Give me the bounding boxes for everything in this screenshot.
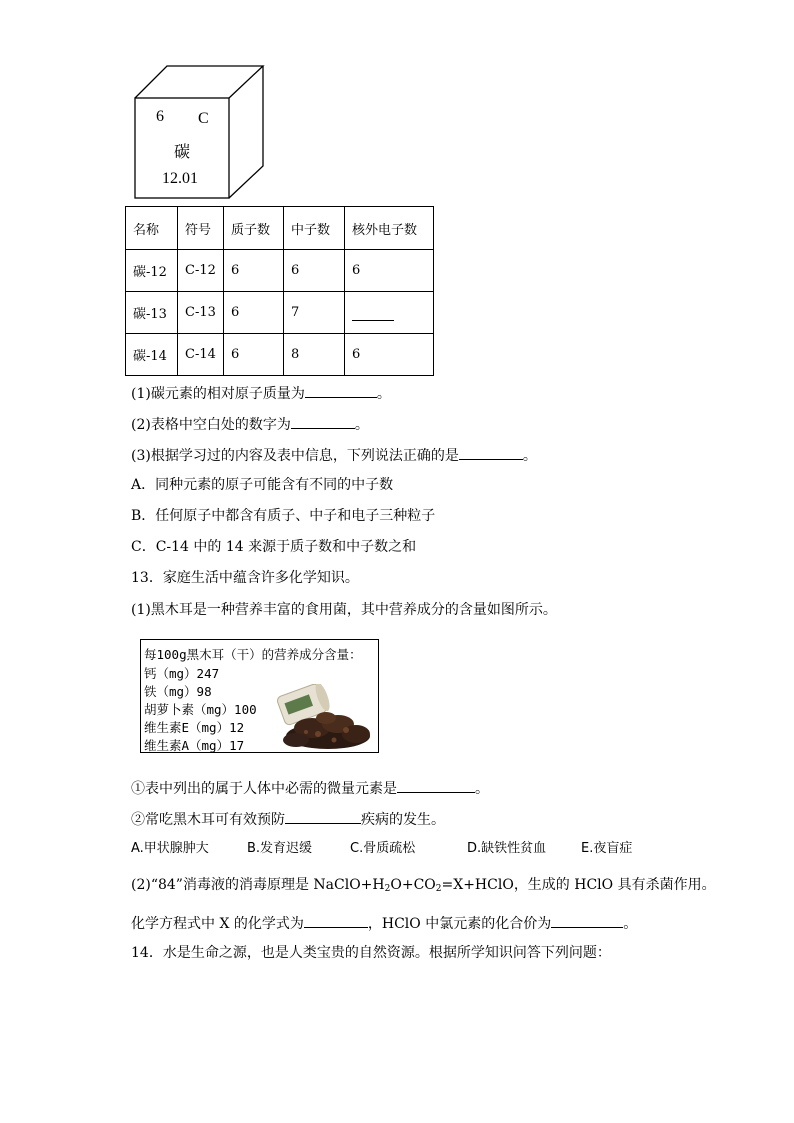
q13-part1: (1)黑木耳是一种营养丰富的食用菌，其中营养成分的含量如图所示。 [131,602,557,618]
q12-option-c: C．C-14 中的 14 来源于质子数和中子数之和 [131,539,417,555]
option-e: E.夜盲症 [581,841,633,856]
table-cell: 6 [224,250,284,292]
nutrition-figure [140,639,379,753]
answer-blank-cell[interactable] [345,292,434,334]
isotope-table [125,206,434,376]
nutrition-item: 铁（mg）98 [144,684,212,699]
answer-blank[interactable] [352,306,394,321]
option-d: D.缺铁性贫血 [467,841,547,856]
answer-blank[interactable] [397,778,475,793]
q12-part2: (2)表格中空白处的数字为 。 [131,414,369,434]
nutrition-item: 钙（mg）247 [144,666,220,681]
element-name: 碳 [174,144,191,161]
table-cell: 6 [345,334,434,376]
option-a: A.甲状腺肿大 [131,841,209,856]
table-row [126,334,434,376]
table-cell: C-14 [178,334,224,376]
table-header-row [126,207,434,250]
table-header-cell: 中子数 [284,207,345,250]
table-cell: C-12 [178,250,224,292]
table-cell: 7 [284,292,345,334]
q14-title: 14．水是生命之源，也是人类宝贵的自然资源。根据所学知识问答下列问题： [131,945,611,961]
q13-title: 13．家庭生活中蕴含许多化学知识。 [131,570,359,586]
table-header-cell: 名称 [126,207,178,250]
q12-part1: (1)碳元素的相对原子质量为 。 [131,383,391,403]
table-cell: 6 [345,250,434,292]
q13-sub1: ①表中列出的属于人体中必需的微量元素是 。 [131,778,489,798]
atomic-number: 6 [156,108,164,125]
nutrition-item: 胡萝卜素（mg）100 [144,702,257,717]
atomic-mass: 12.01 [162,170,198,187]
nutrition-item: 维生素E（mg）12 [144,720,245,735]
table-cell: 8 [284,334,345,376]
element-card [134,64,266,200]
table-cell: 6 [224,334,284,376]
option-b: B.发育迟缓 [247,841,313,856]
answer-blank[interactable] [305,383,377,398]
answer-blank[interactable] [285,809,361,824]
answer-blank[interactable] [291,414,355,429]
chemical-equation: $NaClO+H_2O+CO_2=X+HClO$ [313,877,514,894]
table-cell: 碳-12 [126,250,178,292]
table-cell: 碳-14 [126,334,178,376]
table-header-cell: 符号 [178,207,224,250]
nutrition-heading: 每100g黑木耳（干）的营养成分含量： [144,647,362,662]
table-cell: 6 [284,250,345,292]
q12-option-a: A．同种元素的原子可能含有不同的中子数 [131,477,394,493]
answer-blank[interactable] [304,913,368,928]
option-c: C.骨质疏松 [350,841,416,856]
cube-outline [134,64,266,200]
answer-blank[interactable] [459,445,523,460]
q13-part2: (2)“84”消毒液的消毒原理是 $NaClO+H_2O+CO_2=X+HClO$，生成的 HClO 具有杀菌作用。 [131,877,716,894]
table-cell: 6 [224,292,284,334]
table-row [126,250,434,292]
q12-option-b: B．任何原子中都含有质子、中子和电子三种粒子 [131,508,436,524]
q13-part2-line2: 化学方程式中 X 的化学式为 ，HClO 中氯元素的化合价为 。 [131,913,637,933]
table-header-cell: 核外电子数 [345,207,434,250]
table-header-cell: 质子数 [224,207,284,250]
q13-sub2: ②常吃黑木耳可有效预防 疾病的发生。 [131,809,445,829]
table-cell: 碳-13 [126,292,178,334]
nutrition-item: 维生素A（mg）17 [144,738,245,753]
answer-blank[interactable] [551,913,623,928]
table-row [126,292,434,334]
table-cell: C-13 [178,292,224,334]
black-fungus-image [266,684,376,752]
q12-part3: (3)根据学习过的内容及表中信息，下列说法正确的是 。 [131,445,537,465]
element-symbol: C [198,110,209,127]
